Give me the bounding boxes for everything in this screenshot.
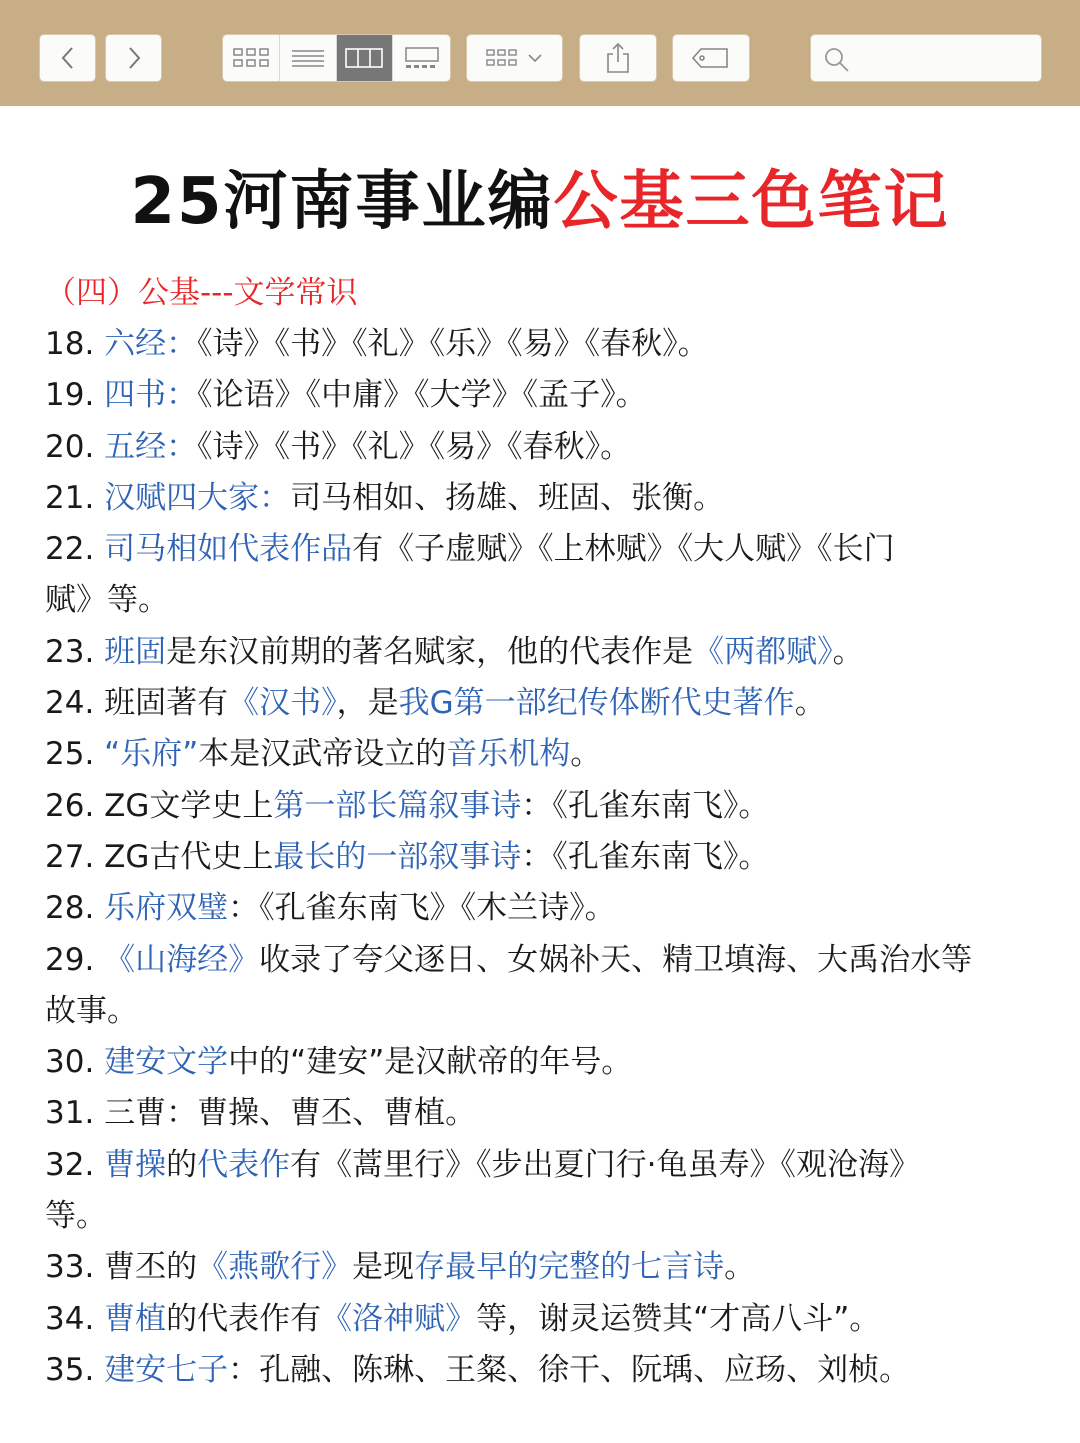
note-line-24 <box>45 678 1045 729</box>
note-line-30 <box>45 1037 1045 1088</box>
search-field[interactable] <box>810 34 1042 82</box>
note-text: 18. <box>45 326 105 362</box>
view-mode-segmented-control <box>222 34 451 82</box>
note-text: 27. ZG古代史上 <box>45 838 274 875</box>
column-view-icon <box>344 46 384 70</box>
section-title: （四）公基---文学常识 <box>45 275 358 311</box>
note-line-33 <box>45 1242 1045 1293</box>
note-text: 20. <box>45 428 105 465</box>
note-text: 《论语》《中庸》《大学》《孟子》。 <box>197 377 647 414</box>
column-view-button[interactable] <box>337 35 394 81</box>
list-view-icon <box>290 46 326 70</box>
highlight-text: 五经： <box>104 428 198 465</box>
highlight-text: 《燕歌行》 <box>197 1249 353 1286</box>
note-text: 33. 曹丕的 <box>45 1249 198 1286</box>
note-text: 收录了夸父逐日、女娲补天、精卫填海、大禹治水等 <box>259 941 973 978</box>
note-text: 34. <box>45 1300 105 1337</box>
gallery-view-icon <box>402 46 442 70</box>
chevron-right-icon <box>123 45 145 71</box>
note-text: ：《孔雀东南飞》。 <box>521 787 770 824</box>
note-text: 等，谢灵运赞其“才高八斗”。 <box>476 1300 881 1337</box>
note-text: 。 <box>794 685 826 722</box>
highlight-text: 六经： <box>104 326 198 362</box>
highlight-text: 《洛神赋》 <box>321 1300 477 1337</box>
highlight-text: “乐府” <box>104 736 199 773</box>
list-view-button[interactable] <box>280 35 337 81</box>
note-text: 等。 <box>45 1198 107 1235</box>
highlight-text: 建安文学 <box>104 1044 229 1081</box>
note-text: 是东汉前期的著名赋家，他的代表作是 <box>166 633 694 670</box>
note-line-28 <box>45 883 1045 934</box>
gallery-view-button[interactable] <box>393 35 450 81</box>
highlight-text: 我G第一部纪传体断代史著作 <box>398 685 795 722</box>
group-by-button[interactable] <box>466 34 563 82</box>
note-text: 中的“建安”是汉献帝的年号。 <box>228 1044 633 1081</box>
grid-view-button[interactable] <box>223 35 280 81</box>
note-text: 《诗》《书》《礼》《乐》《易》《春秋》。 <box>197 326 709 362</box>
note-text: 《诗》《书》《礼》《易》《春秋》。 <box>197 428 632 465</box>
note-text: 31. 三曹：曹操、曹丕、曹植。 <box>45 1095 477 1132</box>
note-text: 故事。 <box>45 992 138 1029</box>
title-black-part: 25河南事业编 <box>130 165 554 239</box>
note-text: 本是汉武帝设立的 <box>198 736 447 773</box>
highlight-text: 司马相如代表作品 <box>104 531 353 568</box>
note-line-23 <box>45 627 1045 678</box>
note-line-21 <box>45 473 1045 524</box>
note-text: 26. ZG文学史上 <box>45 787 274 824</box>
back-button[interactable] <box>39 34 96 82</box>
highlight-text: 音乐机构 <box>446 736 571 773</box>
highlight-text: 汉赋四大家： <box>104 479 291 516</box>
note-text: 赋》等。 <box>45 582 169 619</box>
highlight-text: 曹操 <box>104 1146 167 1183</box>
note-text: 23. <box>45 633 105 670</box>
note-line-29b <box>45 986 1045 1037</box>
search-input[interactable] <box>859 43 1033 75</box>
note-text: 24. 班固著有 <box>45 685 229 722</box>
note-text: 32. <box>45 1146 105 1183</box>
note-line-20 <box>45 422 1045 473</box>
highlight-text: 四书： <box>104 377 198 414</box>
tag-icon <box>691 46 731 70</box>
note-text: 。 <box>570 736 602 773</box>
highlight-text: 班固 <box>104 633 167 670</box>
note-text: ，是 <box>336 685 399 722</box>
highlight-text: 《山海经》 <box>104 941 260 978</box>
note-line-19 <box>45 370 1045 421</box>
note-line-18 <box>45 319 1045 370</box>
highlight-text: 建安七子 <box>104 1351 229 1388</box>
note-line-32b <box>45 1191 1045 1242</box>
note-text: 21. <box>45 479 105 516</box>
note-text: ：孔融、陈琳、王粲、徐干、阮瑀、应玚、刘桢。 <box>228 1351 911 1388</box>
highlight-text: 代表作 <box>197 1146 291 1183</box>
tag-button[interactable] <box>672 34 750 82</box>
notes-body <box>45 268 1045 1396</box>
note-text: 22. <box>45 531 105 568</box>
note-text: 19. <box>45 377 105 414</box>
note-text: 司马相如、扬雄、班固、张衡。 <box>290 479 725 516</box>
note-text: ：《孔雀东南飞》。 <box>521 838 770 875</box>
page-title <box>0 150 1080 242</box>
highlight-text: 《两都赋》 <box>693 633 833 670</box>
note-line-22a <box>45 524 1045 575</box>
search-icon <box>823 46 851 74</box>
forward-button[interactable] <box>105 34 162 82</box>
note-text: 。 <box>724 1249 756 1286</box>
note-text: 30. <box>45 1044 105 1081</box>
highlight-text: 第一部长篇叙事诗 <box>273 787 522 824</box>
highlight-text: 乐府双璧 <box>104 890 229 927</box>
note-text: 有《子虚赋》《上林赋》《大人赋》《长门 <box>352 531 895 568</box>
highlight-text: 曹植 <box>104 1300 167 1337</box>
note-text: ：《孔雀东南飞》《木兰诗》。 <box>228 890 616 927</box>
title-red-part: 公基三色笔记 <box>553 165 950 239</box>
highlight-text: 存最早的完整的七言诗 <box>414 1249 725 1286</box>
note-text: 有《蒿里行》《步出夏门行·龟虽寿》《观沧海》 <box>290 1146 921 1183</box>
highlight-text: 最长的一部叙事诗 <box>273 838 522 875</box>
share-icon <box>604 42 632 74</box>
note-text: 25. <box>45 736 105 773</box>
note-line-25 <box>45 729 1045 780</box>
note-text: 是现 <box>352 1249 415 1286</box>
note-line-35 <box>45 1345 1045 1396</box>
note-text: 29. <box>45 941 105 978</box>
note-text: 。 <box>832 633 864 670</box>
note-line-34 <box>45 1294 1045 1345</box>
note-lines <box>45 319 1045 1396</box>
note-line-29a <box>45 935 1045 986</box>
highlight-text: 《汉书》 <box>228 685 337 722</box>
note-text: 35. <box>45 1351 105 1388</box>
note-text: 28. <box>45 890 105 927</box>
note-line-32a <box>45 1140 1045 1191</box>
note-text: 的代表作有 <box>166 1300 322 1337</box>
note-line-31 <box>45 1088 1045 1139</box>
share-button[interactable] <box>579 34 657 82</box>
note-line-22b <box>45 575 1045 626</box>
grid-view-icon <box>231 46 271 70</box>
chevron-down-icon <box>525 48 545 68</box>
chevron-left-icon <box>57 45 79 71</box>
note-line-26 <box>45 781 1045 832</box>
group-by-icon <box>485 46 525 70</box>
note-text: 的 <box>166 1146 198 1183</box>
finder-toolbar <box>0 0 1080 106</box>
note-line-27 <box>45 832 1045 883</box>
